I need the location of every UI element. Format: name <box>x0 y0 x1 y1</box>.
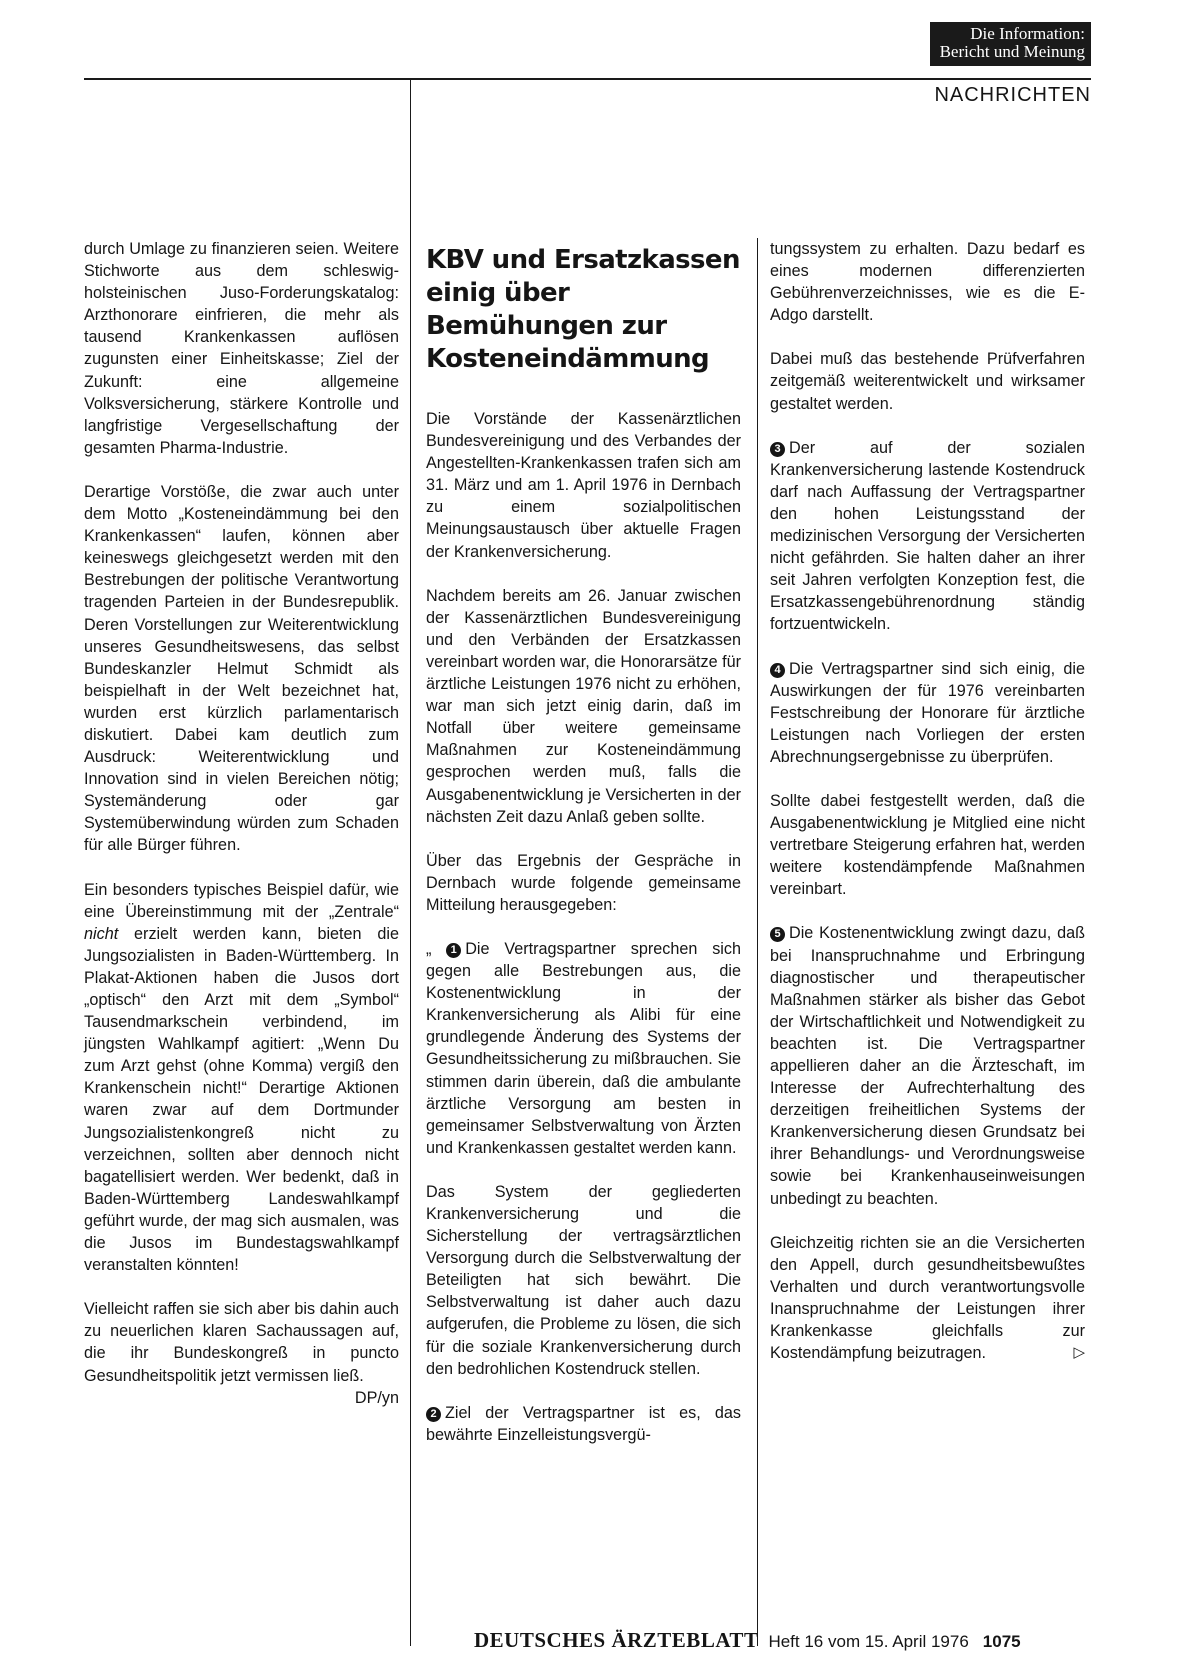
page-number: 1075 <box>982 1632 1021 1651</box>
column-right <box>770 238 1085 1386</box>
section-label-box <box>930 22 1091 66</box>
numbered-marker-icon: 1 <box>446 943 461 958</box>
paragraph: Das System der gegliederten Krankenversicherung und die Sicherstellung der vertragsärztlichen Versorgung durch die Selbstverwaltung der Beteiligten hat sich bewährt. Die Selbstverwaltung ist daher auch dazu aufgerufen, die Probleme zu lösen, die sich für die soziale Krankenversicherung durch den bedrohlichen Kostendruck stellen. <box>426 1182 741 1378</box>
paragraph: Nachdem bereits am 26. Januar zwischen der Kassenärztlichen Bundesvereinigung und den Verbänden der Ersatzkassen vereinbart worden war, die Honorarsätze für ärztliche Leistungen 1976 nicht zu erhöhen, war man sich jetzt einig darin, daß im Notfall über weitere gemeinsame Maßnahmen zur Kosteneindämmung gesprochen werden muß, falls die Ausgabenentwicklung je Versicherten in der nächsten Zeit dazu Anlaß geben sollte. <box>426 586 741 826</box>
journal-title: DEUTSCHES ÄRZTEBLATT <box>474 1628 759 1652</box>
paragraph: Gleichzeitig richten sie an die Versicherten den Appell, durch gesundheitsbewußtes Verhalten und durch verantwortungsvolle Inanspruchnahme der Leistungen ihrer Krankenkasse gleichfalls zur Kostendämpfung beizutragen. ▷ <box>770 1232 1085 1365</box>
column-middle <box>426 238 741 1468</box>
section-label-line1: Die Information: <box>970 24 1085 43</box>
header-rule <box>84 78 1091 80</box>
article-headline: KBV und Ersatzkassen einig über Bemühungen zur Kosteneindämmung <box>426 245 740 374</box>
paragraph: 3 Der auf der sozialen Krankenversicherung lastende Kostendruck darf nach Auffassung der Vertragspartner den hohen Leistungsstand der medizinischen Versorgung der Versicherten nicht gefährden. Sie halten daher an ihrer seit Jahren verfolgten Konzeption fest, die Ersatzkassengebührenordnung ständig fortzuentwickeln. <box>770 438 1085 634</box>
paragraph: „ 1 Die Vertragspartner sprechen sich gegen alle Bestrebungen aus, die Kostenentwicklung in der Krankenversicherung als Alibi für eine grundlegende Änderung des Systems der Gesundheitssicherung zu mißbrauchen. Sie stimmen darin überein, daß die ambulante ärztliche Versorgung am besten in gemeinsamer Selbstverwaltung von Ärzten und Krankenkassen gestaltet werden kann. <box>426 939 741 1157</box>
section-label-line2: Bericht und Meinung <box>939 42 1085 61</box>
column-left <box>84 238 399 1409</box>
column-divider-right <box>757 238 758 1646</box>
author-signature: DP/yn <box>354 1388 399 1407</box>
numbered-marker-icon: 2 <box>426 1407 441 1422</box>
numbered-marker-icon: 3 <box>770 442 785 457</box>
page-footer <box>474 1628 1091 1653</box>
paragraph: tungssystem zu erhalten. Dazu bedarf es eines modernen differenzierten Gebührenverzeichnisses, wie es die E-Adgo darstellt. <box>770 240 1085 325</box>
paragraph: 5 Die Kostenentwicklung zwingt dazu, daß bei Inanspruchnahme und Erbringung diagnostischer und therapeutischer Maßnahmen stärker als bisher das Gebot der Wirtschaftlichkeit und Notwendigkeit zu beachten ist. Die Vertragspartner appellieren daher an die Ärzteschaft, im Interesse der Aufrechterhaltung des derzeitigen freiheitlichen Systems der Krankenversicherung diesen Grundsatz bei ihrer Behandlungs- und Verordnungsweise sowie bei Krankenhauseinweisungen unbedingt zu beachten. <box>770 924 1085 1208</box>
paragraph: Derartige Vorstöße, die zwar auch unter dem Motto „Kosteneindämmung bei den Krankenkassen“ laufen, können aber keineswegs gleichgesetzt werden mit den Bestrebungen der politische Verantwortung tragenden Parteien in der Bundesrepublik. Deren Vorstellungen zur Weiterentwicklung unseres Gesundheitswesens, das selbst Bundeskanzler Helmut Schmidt als beispielhaft in der Welt bezeichnet hat, wurden erst kürzlich parlamentarisch diskutiert. Dabei kam deutlich zum Ausdruck: Weiterentwicklung und Innovation sind in vielen Bereichen nötig; Systemänderung oder gar Systemüberwindung würden zum Schaden für alle Bürger führen. <box>84 482 399 855</box>
numbered-marker-icon: 5 <box>770 927 785 942</box>
paragraph: 4 Die Vertragspartner sind sich einig, die Auswirkungen der für 1976 vereinbarten Festschreibung der Honorare für ärztliche Leistungen nach Vorliegen der ersten Abrechnungsergebnisse zu überprüfen. <box>770 659 1085 766</box>
paragraph: durch Umlage zu finanzieren seien. Weitere Stichworte aus dem schleswig-holsteinischen Juso-Forderungskatalog: Arzthonorare einfrieren, die mehr als tausend Krankenkassen auflösen zugunsten einer Einheitskasse; Ziel der Zukunft: eine allgemeine Volksversicherung, stärkere Kontrolle und langfristige Vergesellschaftung der gesamten Pharma-Industrie. <box>84 240 399 457</box>
paragraph: Dabei muß das bestehende Prüfverfahren zeitgemäß weiterentwickelt und wirksamer gestaltet werden. <box>770 350 1085 413</box>
numbered-marker-icon: 4 <box>770 663 785 678</box>
paragraph: Über das Ergebnis der Gespräche in Dernbach wurde folgende gemeinsame Mitteilung herausgegeben: <box>426 851 741 914</box>
paragraph: 2 Ziel der Vertragspartner ist es, das bewährte Einzelleistungsvergü- <box>426 1403 741 1444</box>
continue-arrow-icon: ▷ <box>1073 1344 1085 1362</box>
paragraph: Sollte dabei festgestellt werden, daß die Ausgabenentwicklung je Mitglied eine nicht vertretbare Steigerung erfahren hat, werden weitere kostendämpfende Maßnahmen vereinbart. <box>770 791 1085 899</box>
rubric-label: NACHRICHTEN <box>934 84 1091 106</box>
paragraph: Ein besonders typisches Beispiel dafür, wie eine Übereinstimmung mit der „Zentrale“ nicht erzielt werden kann, bieten die Jungsozialisten in Baden-Württemberg. In Plakat-Aktionen haben die Jusos dort „optisch“ den Arzt mit dem „Symbol“ Tausendmarkschein verbindend, im jüngsten Wahlkampf agitiert: „Wenn Du zum Arzt gehst (ohne Komma) vergiß den Krankenschein nicht!“ Derartige Aktionen waren zwar auf dem Dortmunder Jungsozialistenkongreß nicht zu verzeichnen, sollten aber dennoch nicht bagatellisiert werden. Wer bedenkt, daß in Baden-Württemberg Landeswahlkampf geführt wurde, der mag sich ausmalen, was die Jusos im Bundestagswahlkampf veranstalten könnten! <box>84 880 399 1275</box>
emphasis: nicht <box>84 924 119 943</box>
paragraph: Die Vorstände der Kassenärztlichen Bundesvereinigung und des Verbandes der Angestellten-Krankenkassen trafen sich am 31. März und am 1. April 1976 in Dernbach zu einem sozialpolitischen Meinungsaustausch über aktuelle Fragen der Krankenversicherung. <box>426 410 741 561</box>
column-divider-left <box>410 78 411 1646</box>
issue-info: Heft 16 vom 15. April 1976 <box>768 1632 969 1651</box>
paragraph: Vielleicht raffen sie sich aber bis dahin auch zu neuerlichen klaren Sachaussagen auf, die ihr Bundeskongreß in puncto Gesundheitspolitik jetzt vermissen ließ. DP/yn <box>84 1298 399 1386</box>
